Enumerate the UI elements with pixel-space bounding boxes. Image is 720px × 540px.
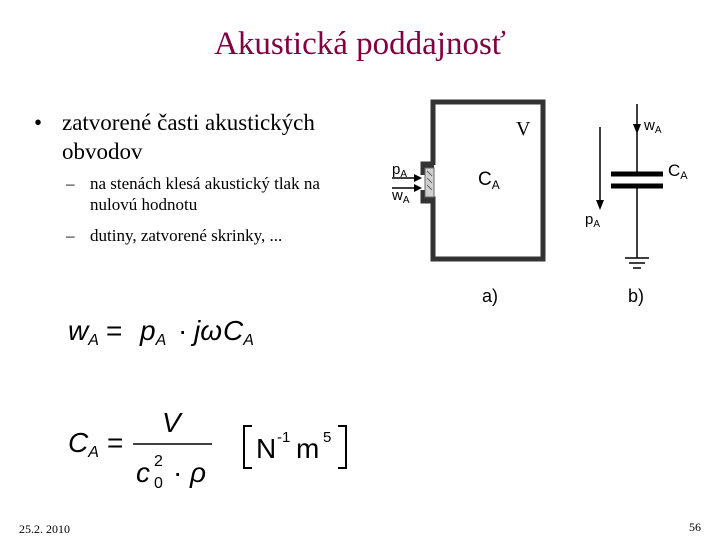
svg-text:ρ: ρ (190, 457, 207, 488)
svg-text:·: · (173, 457, 183, 488)
bracket-left (244, 426, 252, 468)
svg-text:V: V (162, 407, 181, 438)
page-number: 56 (689, 520, 701, 534)
svg-text:wA: wA (68, 315, 99, 349)
caption-b: b) (628, 286, 645, 306)
sub-item-text: na stenách klesá akustický tlak na nulovú hodnotu (90, 174, 320, 214)
compliance-label-b: CA (668, 161, 688, 182)
svg-text:CA: CA (68, 427, 99, 461)
bullet-text: zatvorené časti akustických obvodov (62, 110, 315, 164)
svg-text:c: c (136, 457, 150, 488)
svg-text:=: = (106, 315, 123, 346)
svg-text:0: 0 (154, 475, 163, 492)
compliance-label: $C_A$ (478, 169, 500, 192)
svg-text:5: 5 (323, 429, 332, 446)
sub-marker: – (66, 226, 75, 245)
svg-text:pA: pA (140, 315, 167, 349)
svg-text:·: · (178, 315, 188, 346)
bullet-marker: • (34, 110, 43, 135)
svg-text:=: = (107, 427, 124, 458)
svg-text:2: 2 (154, 453, 163, 470)
svg-text:-1: -1 (277, 429, 291, 446)
sub-marker: – (66, 174, 75, 193)
slide-title: Akustická poddajnosť (214, 26, 506, 62)
arrow-icon (633, 124, 641, 134)
flow-label-b: $w_A$ (644, 117, 662, 136)
arrow-icon (596, 200, 604, 210)
flow-label: $w_A$ (392, 187, 410, 206)
volume-label: V (516, 118, 531, 140)
sub-item-text: dutiny, zatvorené skrinky, ... (90, 226, 283, 245)
equation-compliance (68, 407, 346, 492)
svg-text:N: N (256, 433, 277, 464)
piston-icon (425, 168, 434, 197)
caption-a: a) (482, 286, 499, 306)
arrow-icon (414, 174, 422, 182)
equation-flow (68, 315, 254, 349)
svg-text:jω: jω (194, 315, 223, 346)
svg-text:CA: CA (223, 315, 254, 349)
slide-date: 25.2. 2010 (19, 522, 70, 536)
svg-text:m: m (296, 433, 320, 464)
pressure-label-b: $p_A$ (585, 211, 601, 230)
bracket-right (338, 426, 346, 468)
pressure-label: $p_A$ (392, 161, 408, 180)
